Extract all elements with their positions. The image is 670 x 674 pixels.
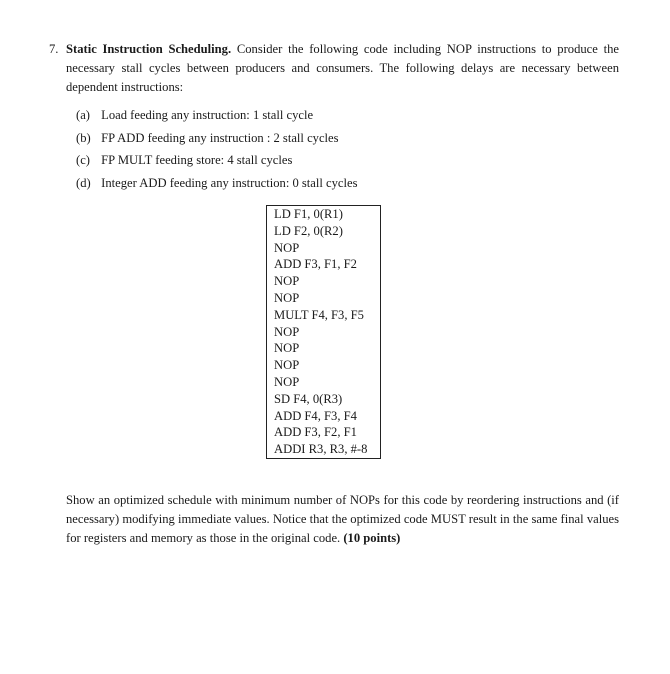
- code-line: SD F4, 0(R3): [274, 391, 343, 406]
- question-number: 7.: [49, 42, 59, 56]
- code-line: ADD F3, F2, F1: [274, 425, 357, 440]
- code-line: NOP: [274, 324, 300, 339]
- intro-text: Consider the following code including NOP instructions to produce the necessary stall cycles between producers and consumers. The following delays are necessary between dependent instructions:: [66, 42, 619, 94]
- code-line: NOP: [274, 240, 300, 255]
- delay-item: [76, 149, 619, 172]
- code-line: NOP: [274, 274, 300, 289]
- delay-list: [49, 104, 619, 194]
- delay-label: (b): [76, 130, 91, 145]
- code-line: NOP: [274, 358, 300, 373]
- conclusion-text: Show an optimized schedule with minimum number of NOPs for this code by reordering instructions and (if necessary) modifying immediate values. Notice that the optimized code MUST result in the same final values for registers and memory as those in the original code.: [66, 493, 619, 545]
- task-instructions: [66, 491, 619, 548]
- code-line: LD F1, 0(R1): [274, 207, 343, 221]
- delay-item: [76, 104, 619, 127]
- code-line: ADD F3, F1, F2: [274, 257, 357, 272]
- problem-7: [49, 40, 619, 194]
- code-line: MULT F4, F3, F5: [274, 307, 364, 322]
- delay-label: (a): [76, 108, 90, 122]
- code-line: NOP: [274, 341, 300, 356]
- code-line: LD F2, 0(R2): [274, 223, 343, 238]
- code-line: ADDI R3, R3, #-8: [274, 442, 368, 457]
- delay-text: FP ADD feeding any instruction : 2 stall cycles: [101, 130, 339, 145]
- delay-text: FP MULT feeding store: 4 stall cycles: [101, 153, 293, 167]
- code-listing: [266, 205, 381, 459]
- delay-text: Integer ADD feeding any instruction: 0 stall cycles: [101, 175, 358, 190]
- delay-item: [76, 172, 619, 195]
- question-title: Static Instruction Scheduling.: [66, 42, 232, 56]
- points-value: (10 points): [343, 531, 401, 545]
- delay-label: (c): [76, 153, 90, 167]
- code-line: NOP: [274, 290, 300, 305]
- delay-label: (d): [76, 175, 91, 190]
- delay-item: [76, 127, 619, 150]
- problem-intro: [49, 40, 619, 97]
- delay-text: Load feeding any instruction: 1 stall cycle: [101, 108, 314, 122]
- code-line: NOP: [274, 374, 300, 389]
- code-line: ADD F4, F3, F4: [274, 408, 357, 423]
